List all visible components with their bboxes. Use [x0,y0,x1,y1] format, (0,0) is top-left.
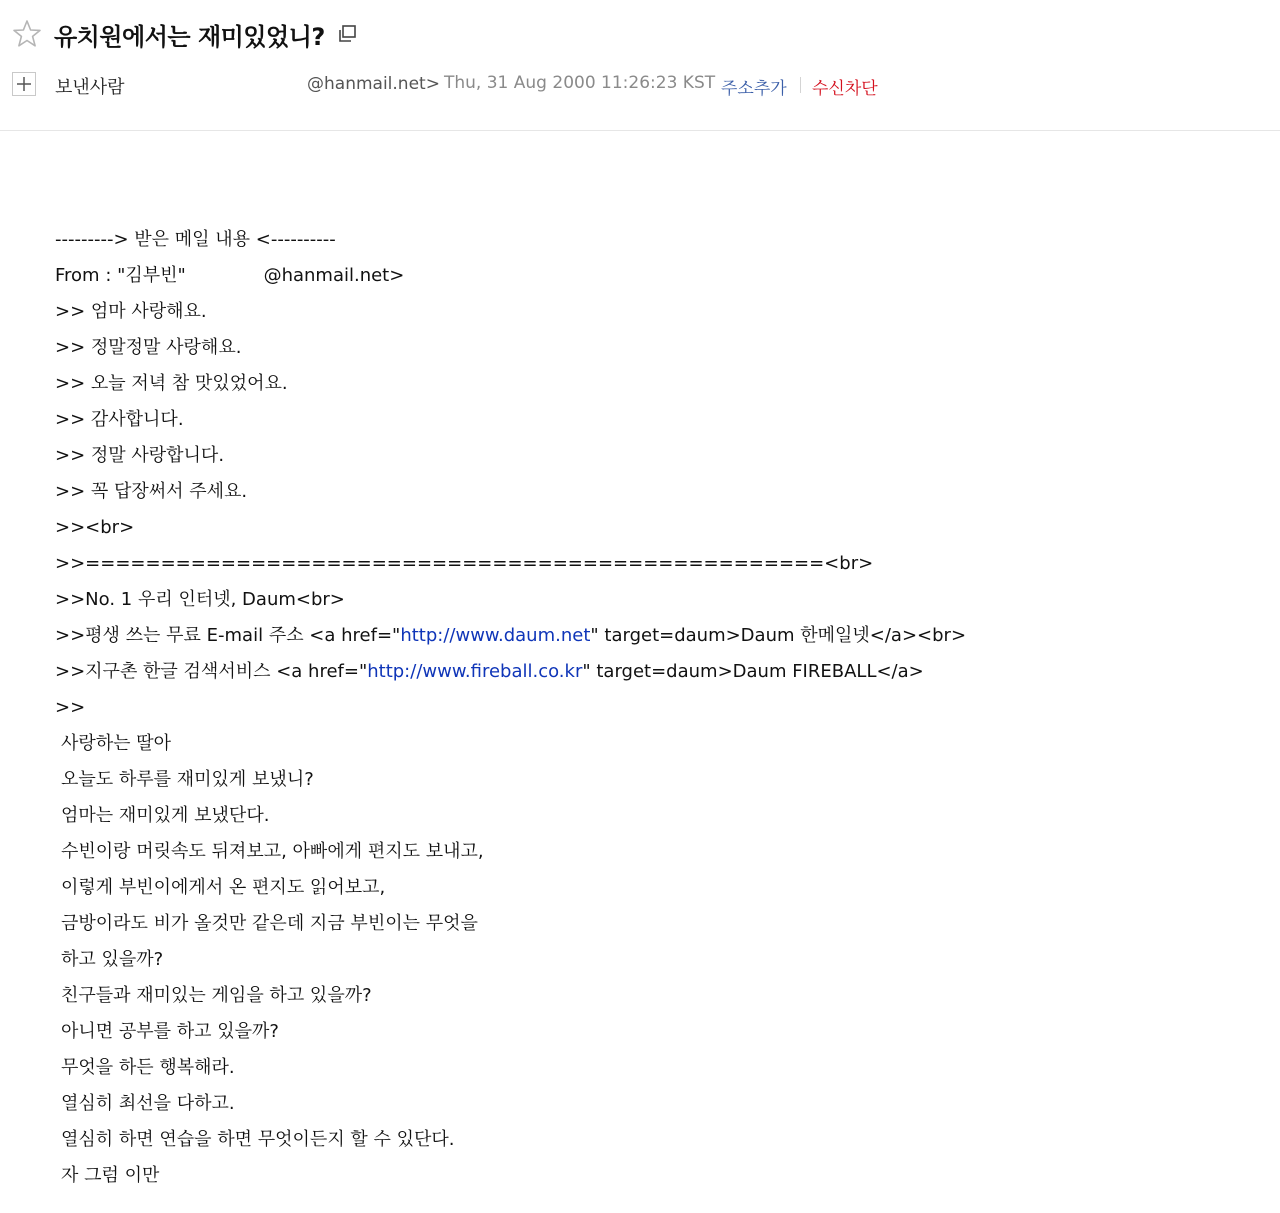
quote-from-line [55,258,1265,294]
reply-line: 하고 있을까? [61,949,164,970]
quote-from-prefix: From : "김부빈" [55,265,192,286]
quoted-line: >> 감사합니다. [55,409,184,430]
star-icon[interactable] [12,19,42,49]
link-line-prefix: >>지구촌 한글 검색서비스 <a href=" [55,661,368,682]
quote-end: >> [55,697,86,718]
block-sender-button[interactable]: 수신차단 [812,79,878,99]
quoted-line: >> 엄마 사랑해요. [55,301,207,322]
quote-from-suffix: @hanmail.net> [263,265,405,286]
reply-line: 금방이라도 비가 올것만 같은데 지금 부빈이는 무엇을 [61,913,478,934]
quoted-line: >> 오늘 저녁 참 맛있었어요. [55,373,288,394]
mail-body [55,222,1265,1194]
fireball-link[interactable]: http://www.fireball.co.kr [367,661,583,682]
reply-line: 친구들과 재미있는 게임을 하고 있을까? [61,985,372,1006]
reply-line: 엄마는 재미있게 보냈단다. [61,805,270,826]
sender-label: 보낸사람 [55,77,125,98]
plus-icon[interactable] [12,72,36,96]
reply-line: 이렇게 부빈이에게서 온 편지도 읽어보고, [61,877,386,898]
subject-row [12,14,359,54]
quoted-line: >> 정말정말 사랑해요. [55,337,242,358]
reply-line: 사랑하는 딸아 [61,733,172,754]
sender-row [12,69,1272,101]
add-address-button[interactable]: 주소추가 [721,79,787,99]
reply-line: 열심히 하면 연습을 하면 무엇이든지 할 수 있단다. [61,1129,455,1150]
link-line-suffix: " target=daum>Daum FIREBALL</a> [582,661,924,682]
reply-line: 수빈이랑 머릿속도 뒤져보고, 아빠에게 편지도 보내고, [61,841,484,862]
quoted-line: >> 꼭 답장써서 주세요. [55,481,248,502]
quoted-link-line [55,618,1265,654]
link-line-prefix: >>평생 쓰는 무료 E-mail 주소 <a href=" [55,625,401,646]
reply-line: 아니면 공부를 하고 있을까? [61,1021,279,1042]
mail-subject: 유치원에서는 재미있었니? [54,22,325,51]
header-divider [0,130,1280,131]
link-line-suffix: " target=daum>Daum 한메일넷</a><br> [590,625,967,646]
quoted-line: >><br> [55,517,135,538]
reply-line: 자 그럼 이만 [61,1165,160,1186]
quoted-line: >>=================================================<br> [55,553,874,574]
action-divider [800,77,801,93]
reply-line: 무엇을 하든 행복해라. [61,1057,235,1078]
reply-line: 오늘도 하루를 재미있게 보냈니? [61,769,314,790]
daum-link[interactable]: http://www.daum.net [400,625,591,646]
quoted-link-line [55,654,1265,690]
quoted-line: >>No. 1 우리 인터넷, Daum<br> [55,589,345,610]
quote-header: ---------> 받은 메일 내용 <---------- [55,229,336,250]
sent-date: Thu, 31 Aug 2000 11:26:23 KST [444,73,716,93]
reply-line: 열심히 최선을 다하고. [61,1093,235,1114]
sender-address[interactable]: @hanmail.net> [307,74,440,94]
popout-window-icon[interactable] [337,23,359,45]
quoted-line: >> 정말 사랑합니다. [55,445,225,466]
